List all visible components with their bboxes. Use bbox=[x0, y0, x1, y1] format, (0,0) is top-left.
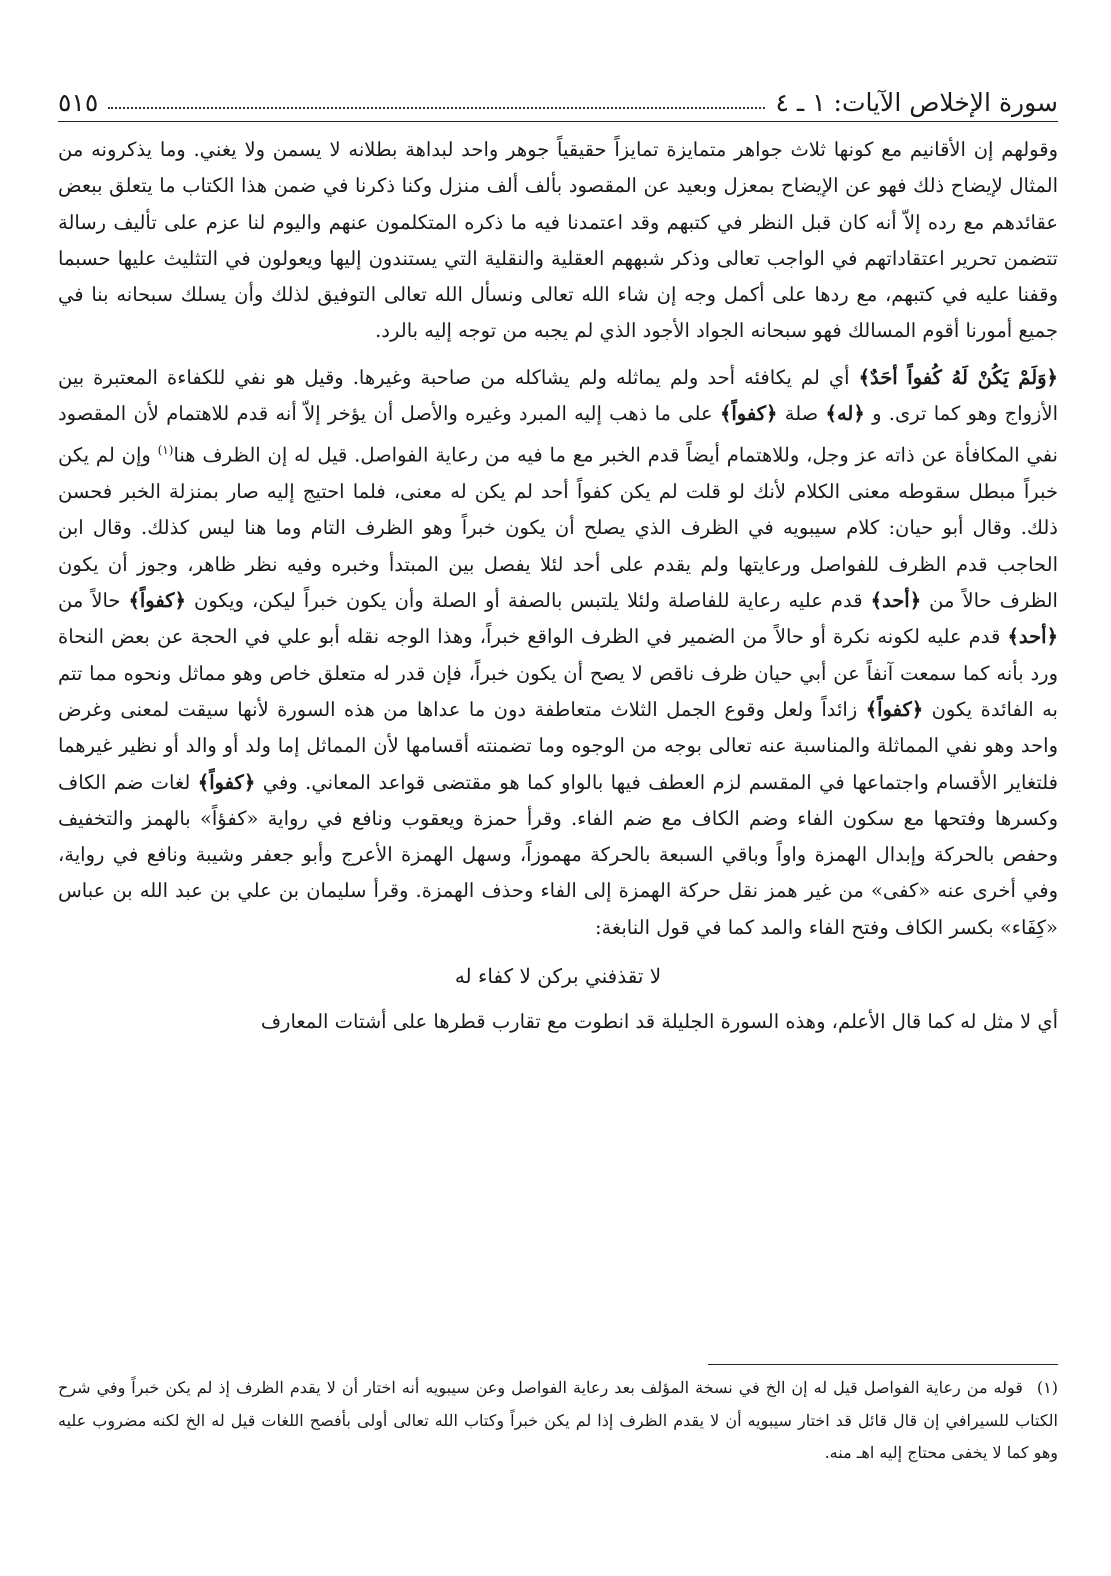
quran-word-ahad: ﴿أحد﴾ bbox=[1007, 625, 1058, 649]
poetry-verse: لا تقذفني بركن لا كفاء له bbox=[454, 964, 662, 989]
paragraph-1: وقولهم إن الأقانيم مع كونها ثلاث جواهر متمايزة تمايزاً حقيقياً جوهر واحد لبداهة بطلانه لا يسمن ولا يغني. وما يذكرونه من المثال لإيضاح ذلك فهو عن الإيضاح بمعزل وبعيد عن المقصود بألف ألف منزل وكنا ذكرنا في ضمن هذا الكتاب ما يتعلق ببعض عقائدهم مع رده إلاّ أنه كان قبل النظر في كتبهم وقد اعتمدنا فيه ما ذكره المتكلمون عنهم واليوم لنا عزم على تأليف رسالة تتضمن تحرير اعتقاداتهم في الواجب تعالى وذكر شبههم العقلية والنقلية التي يستندون إليها ويعولون في التثليث عليها حسبما وقفنا عليه في كتبهم، مع ردها على أكمل وجه إن شاء الله تعالى ونسأل الله تعالى التوفيق لذلك وأن يسلك سبحانه بنا في جميع أمورنا أقوم المسالك فهو سبحانه الجواد الأجود الذي لم يجبه من توجه إليه بالرد. bbox=[58, 138, 1058, 343]
quran-word-kufuwan: ﴿كفواً﴾ bbox=[197, 770, 256, 794]
text-segment: أي لم يكافئه أحد ولم يماثله ولم يشاكله من صاحبة وغيرها. وقيل هو نفي للكفاءة المعتبرة بين الأزواج وهو كما ترى. و bbox=[58, 365, 1058, 426]
footnote-text: قوله من رعاية الفواصل قيل له إن الخ في نسخة المؤلف بعد رعاية الفواصل وعن سيبويه أنه اختار أن لا يقدم الظرف إذ لم يكن خبراً وفي شرح الكتاب للسيرافي إن قال قائل قد اختار سيبويه أن لا يقدم الظرف إذا لم يكن خبراً وكتاب الله تعالى أولى بأفصح اللغات قيل له الخ لكنه مضروب عليه وهو كما لا يخفى محتاج إليه اهـ منه. bbox=[58, 1378, 1058, 1462]
quran-word-kufuwan: ﴿كفواً﴾ bbox=[865, 697, 924, 721]
text-segment: لغات ضم الكاف وكسرها وفتحها مع سكون الفاء وضم الكاف مع ضم الفاء. وقرأ حمزة ويعقوب ونافع في رواية «كفؤاً» بالهمز والتخفيف وحفص بالحركة وإبدال الهمزة واواً وباقي السبعة بالحركة مهموزاً، وسهل الهمزة الأعرج وأبو جعفر وشيبة ونافع في رواية، وفي أخرى عنه «كفى» من غير همز نقل حركة الهمزة إلى الفاء وحذف الهمزة. وقرأ سليمان بن علي بن عبد الله بن عباس «كِفَاء» بكسر الكاف وفتح الفاء والمد كما في قول النابغة: bbox=[58, 770, 1058, 939]
footnote-separator bbox=[708, 1364, 1058, 1365]
footnote-marker[interactable]: (١) bbox=[157, 443, 174, 458]
text-segment: حالاً من bbox=[58, 589, 129, 613]
quran-word-lahu: ﴿له﴾ bbox=[825, 402, 865, 426]
text-segment: وإن لم يكن خبراً مبطل سقوطه معنى الكلام لأنك لو قلت لم يكن كفواً أحد لم يكن له معنى، فلما احتيج إليه صار بمنزلة الخبر فحسن ذلك. وقال أبو حيان: كلام سيبويه في الظرف الذي يصلح أن يكون خبراً وهو الظرف التام وما هنا ليس كذلك. وقال ابن الحاجب قدم الظرف للفواصل ورعايتها ولم يقدم على أحد لئلا يفصل بين المبتدأ وخبره وفيه نظر ظاهر، وجوز أن يكون الظرف حالاً من bbox=[58, 443, 1058, 613]
footnote bbox=[58, 1372, 1058, 1470]
quran-word-kufuwan: ﴿كفواً﴾ bbox=[128, 589, 186, 613]
quran-word-ahad: ﴿أحد﴾ bbox=[870, 589, 922, 613]
text-segment: صلة bbox=[777, 402, 826, 426]
text-segment: قدم عليه رعاية للفاصلة ولئلا يلتبس بالصفة أو الصلة وأن يكون خبراً ليكن، ويكون bbox=[185, 589, 871, 613]
main-text bbox=[58, 132, 1058, 1041]
page-number: ٥١٥ bbox=[58, 88, 99, 117]
quran-word-kufuwan: ﴿كفواً﴾ bbox=[719, 402, 778, 426]
running-title: سورة الإخلاص الآيات: ١ ـ ٤ bbox=[775, 88, 1058, 117]
page-header bbox=[58, 78, 1058, 122]
paragraph-3: أي لا مثل له كما قال الأعلم، وهذه السورة الجليلة قد انطوت مع تقارب قطرها على أشتات المعارف bbox=[260, 1010, 1058, 1034]
footnote-number: (١) bbox=[1036, 1378, 1058, 1397]
quran-verse-quote: ﴿وَلَمْ يَكُنْ لَهُ كُفواً أحَدٌ﴾ bbox=[858, 365, 1058, 389]
text-segment: قدم عليه لكونه نكرة أو حالاً من الضمير في الظرف الواقع خبراً، وهذا الوجه نقله أبو علي في الحجة عن بعض النحاة ورد بأنه كما سمعت آنفاً عن أبي حيان ظرف ناقص لا يصح أن يكون خبراً، فإن قدر له متعلق خاص وهو مماثل ونحوه مما تتم به الفائدة يكون bbox=[58, 625, 1058, 721]
document-page bbox=[58, 78, 1058, 1518]
text-segment: على ما ذهب إليه المبرد وغيره والأصل أن يؤخر إلاّ أنه قدم للاهتمام لأن المقصود نفي المكافأة عن ذاته عز وجل، وللاهتمام أيضاً قدم الخبر مع ما فيه من رعاية الفواصل. قيل له إن الظرف هنا bbox=[58, 402, 1058, 467]
leader-dots bbox=[108, 107, 765, 109]
paragraph-2 bbox=[58, 360, 1058, 946]
text-segment: زائداً ولعل وقوع الجمل الثلاث متعاطفة دون ما عداها من هذه السورة لأنها سيقت لمعنى وغرض واحد وهو نفي المماثلة والمناسبة عنه تعالى بوجه من الوجوه وما تضمنته أقسامها لأن المماثل إما ولد أو والد أو نظير غيرهما فلتغاير الأقسام واجتماعها في المقسم لزم العطف فيها بالواو كما هو مقتضى قواعد المعاني. وفي bbox=[58, 697, 1059, 794]
